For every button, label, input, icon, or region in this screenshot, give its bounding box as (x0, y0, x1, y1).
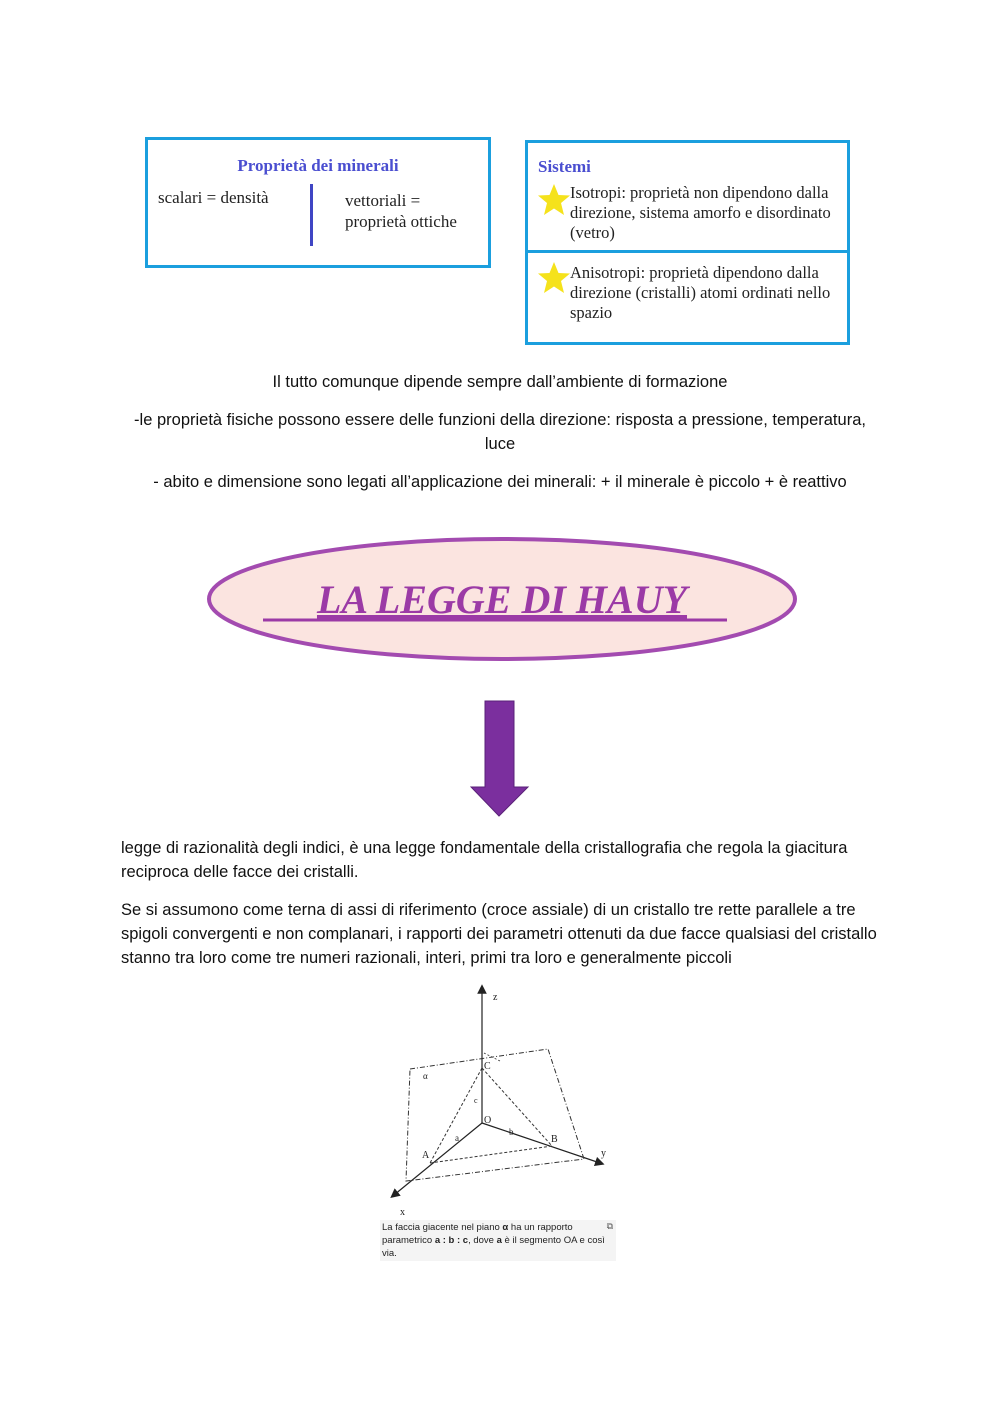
systems-separator (528, 250, 847, 253)
enlarge-icon[interactable]: ⧉ (606, 1221, 613, 1231)
star-icon (537, 261, 571, 295)
properties-divider (310, 184, 313, 246)
label-b: b (509, 1127, 514, 1137)
label-x: x (400, 1207, 405, 1218)
label-a: a (455, 1133, 459, 1143)
caption-a: a (496, 1235, 502, 1246)
vector-properties-text (345, 190, 457, 232)
paragraph-law-statement: Se si assumono come terna di assi di riferimento (croce assiale) di un cristallo tre rette parallele a tre spigoli convergenti e non complanari, i rapporti dei parametri ottenuti da due facce qualsiasi del cristallo stanno tra loro come tre numeri razionali, interi, primi tra loro e generalmente piccoli (121, 901, 877, 967)
hauy-law-banner (205, 535, 800, 665)
label-z: z (493, 992, 498, 1003)
star-icon (537, 183, 571, 217)
label-c: c (474, 1096, 478, 1105)
properties-title: Proprietà dei minerali (237, 156, 399, 175)
label-O: O (484, 1115, 492, 1126)
paragraph-environment: Il tutto comunque dipende sempre dall’ambiente di formazione (272, 373, 728, 391)
systems-title: Sistemi (538, 157, 591, 176)
banner-title: LA LEGGE DI HAUY (316, 577, 688, 622)
arrow-down-icon (470, 700, 530, 818)
label-y: y (601, 1148, 606, 1159)
caption-text-2: ha un rapporto parametrico (382, 1222, 573, 1246)
label-B: B (551, 1134, 558, 1145)
systems-box (525, 140, 850, 345)
figure-caption (380, 1220, 616, 1261)
caption-text-1: La faccia giacente nel piano (382, 1222, 503, 1233)
systems-item-isotropic: Isotropi: proprietà non dipendono dalla direzione, sistema amorfo e disordinato (vetro) (570, 183, 831, 242)
vector-properties-line1: vettoriali = (345, 191, 421, 210)
paragraph-law-definition: legge di razionalità degli indici, è una legge fondamentale della cristallografia che regola la giacitura reciproca delle facce dei cristalli. (121, 839, 848, 881)
paragraph-direction-functions: -le proprietà fisiche possono essere delle funzioni della direzione: risposta a pressione, temperatura, luce (134, 411, 866, 453)
caption-alpha: α (502, 1222, 509, 1233)
properties-box (145, 137, 491, 268)
systems-item-anisotropic: Anisotropi: proprietà dipendono dalla direzione (cristalli) atomi ordinati nello spazio (570, 263, 831, 322)
axial-cross-figure (380, 983, 616, 1220)
scalar-properties-text: scalari = densità (158, 188, 269, 207)
caption-ratio: a : b : c (434, 1235, 469, 1246)
caption-text-4: è il segmento OA e così via. (382, 1235, 605, 1259)
caption-text-3: , dove (468, 1235, 497, 1246)
label-A: A (422, 1150, 430, 1161)
vector-properties-line2: proprietà ottiche (345, 212, 457, 231)
label-alpha: α (423, 1071, 428, 1081)
label-C: C (484, 1061, 491, 1072)
paragraph-habit-dimension: - abito e dimensione sono legati all’applicazione dei minerali: + il minerale è piccolo + è reattivo (153, 473, 847, 491)
